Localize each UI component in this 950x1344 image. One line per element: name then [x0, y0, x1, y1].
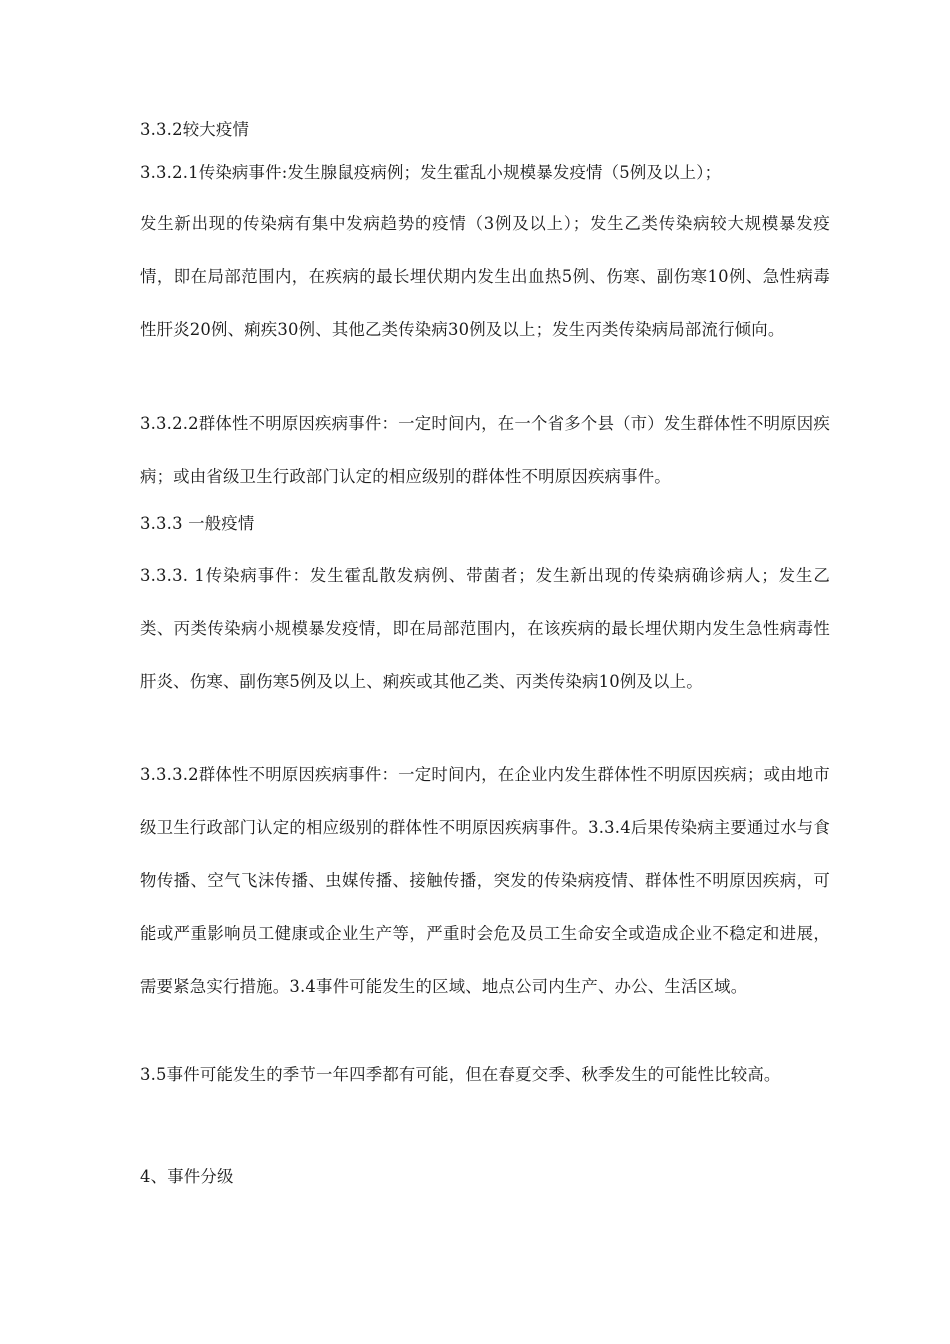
- paragraph-3-3-3-2: 3.3.3.2群体性不明原因疾病事件：一定时间内，在企业内发生群体性不明原因疾病；或由地市级卫生行政部门认定的相应级别的群体性不明原因疾病事件。3.3.4后果传染病主要通过水与食物传播、空气飞沫传播、虫媒传播、接触传播，突发的传染病疫情、群体性不明原因疾病，可能或严重影响员工健康或企业生产等，严重时会危及员工生命安全或造成企业不稳定和进展，需要紧急实行措施。3.4事件可能发生的区域、地点公司内生产、办公、生活区域。: [140, 765, 830, 996]
- paragraph-3-3-2-1: 3.3.2.1传染病事件:发生腺鼠疫病例；发生霍乱小规模暴发疫情（5例及以上）；: [140, 163, 722, 182]
- paragraph-3-3-2-2: 3.3.2.2群体性不明原因疾病事件：一定时间内，在一个省多个县（市）发生群体性不明原因疾病；或由省级卫生行政部门认定的相应级别的群体性不明原因疾病事件。: [140, 414, 830, 486]
- section-heading-3-3-3: 3.3.3 一般疫情: [140, 514, 255, 533]
- paragraph-3-5: 3.5事件可能发生的季节一年四季都有可能，但在春夏交季、秋季发生的可能性比较高。: [140, 1065, 781, 1084]
- paragraph-3-3-2-1-continued: 发生新出现的传染病有集中发病趋势的疫情（3例及以上）；发生乙类传染病较大规模暴发疫情，即在局部范围内，在疾病的最长埋伏期内发生出血热5例、伤寒、副伤寒10例、急性病毒性肝炎20例、痢疾30例、其他乙类传染病30例及以上；发生丙类传染病局部流行倾向。: [140, 214, 830, 339]
- section-heading-3-3-2: 3.3.2较大疫情: [140, 120, 250, 139]
- section-heading-4: 4、事件分级: [140, 1167, 234, 1186]
- paragraph-3-3-3-1: 3.3.3. 1传染病事件：发生霍乱散发病例、带菌者；发生新出现的传染病确诊病人；发生乙类、丙类传染病小规模暴发疫情，即在局部范围内，在该疾病的最长埋伏期内发生急性病毒性肝炎、伤寒、副伤寒5例及以上、痢疾或其他乙类、丙类传染病10例及以上。: [140, 566, 830, 691]
